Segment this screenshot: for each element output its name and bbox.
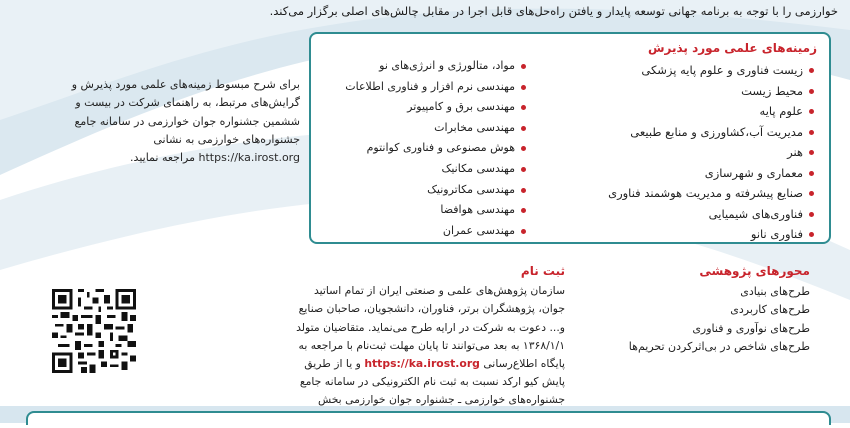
registration-text-end: و یا از طریق پایش کیو ارکد نسبت به ثبت نام الکترونیکی در سامانه جامع جشنواره‌های خوارزمی ـ جشنواره جوان خوارزمی بخش bbox=[299, 357, 565, 407]
field-item: مهندسی برق و کامپیوتر bbox=[307, 97, 527, 118]
field-item: مدیریت آب،کشاورزی و منابع طبیعی bbox=[580, 122, 815, 143]
field-item: معماری و شهرسازی bbox=[580, 163, 815, 184]
field-item: هنر bbox=[580, 142, 815, 163]
field-item: فناوری‌های شیمیایی bbox=[580, 204, 815, 225]
guide-note-text: برای شرح مبسوط زمینه‌های علمی مورد پذیرش و گرایش‌های مرتبط، به راهنمای شرکت در بیست و ششمین جشنواره جوان خوارزمی در سامانه جامع جشنواره‌های خوارزمی به نشانی bbox=[71, 78, 300, 146]
field-item: مهندسی عمران bbox=[307, 221, 527, 242]
field-item: مواد، متالورژی و انرژی‌های نو bbox=[307, 56, 527, 77]
field-item: فناوری نانو bbox=[580, 224, 815, 245]
field-item: زیست فناوری و علوم پایه پزشکی bbox=[580, 60, 815, 81]
field-item: محیط زیست bbox=[580, 81, 815, 102]
field-item: صنایع پیشرفته و مدیریت هوشمند فناوری bbox=[580, 183, 815, 204]
qr-code-icon[interactable] bbox=[52, 289, 136, 373]
scientific-fields-title: زمینه‌های علمی مورد پذیرش bbox=[647, 41, 817, 55]
field-item: علوم پایه bbox=[580, 101, 815, 122]
field-item: مهندسی مخابرات bbox=[307, 118, 527, 139]
intro-text: خوارزمی را با توجه به برنامه جهانی توسعه پایدار و یافتن راه‌حل‌های قابل اجرا در مقابل چالش‌های اصلی برگزار می‌کند. bbox=[269, 4, 838, 18]
field-item: مهندسی هوافضا bbox=[307, 200, 527, 221]
registration-title: ثبت نام bbox=[520, 264, 565, 278]
guide-note-end: مراجعه نمایید. bbox=[130, 151, 195, 165]
scientific-fields-box bbox=[309, 32, 831, 244]
research-item: طرح‌های نوآوری و فناوری bbox=[692, 321, 810, 335]
field-item: مهندسی مکاترونیک bbox=[307, 180, 527, 201]
registration-section bbox=[295, 262, 565, 428]
research-item: طرح‌های بنیادی bbox=[740, 284, 810, 298]
field-item: مهندسی نرم افزار و فناوری اطلاعات bbox=[307, 77, 527, 98]
registration-text: سازمان پژوهش‌های علمی و صنعتی ایران از تمام اساتید جوان، پژوهشگران برتر، فناوران، دانشجویان، صاحبان صنایع و... دعوت به شرکت در ارایه طرح می‌نماید. متقاضیان متولد ۱۳۶۸/۱/۱ به بعد می‌توانند تا پایان مهلت ثبت‌نام با مراجعه به پایگاه اطلاع‌رسانی bbox=[296, 284, 565, 371]
fields-right-list bbox=[580, 60, 815, 245]
registration-link[interactable]: https://ka.irost.org bbox=[364, 357, 480, 371]
research-item: طرح‌های شاخص در بی‌اثرکردن تحریم‌ها bbox=[628, 340, 810, 353]
guide-link[interactable]: https://ka.irost.org bbox=[198, 151, 300, 165]
fields-left-list bbox=[307, 56, 527, 241]
research-axes bbox=[610, 262, 810, 357]
field-item: مهندسی مکانیک bbox=[307, 159, 527, 180]
guide-note bbox=[52, 76, 300, 167]
research-title: محورهای پژوهشی bbox=[699, 264, 810, 278]
field-item: هوش مصنوعی و فناوری کوانتوم bbox=[307, 138, 527, 159]
research-item: طرح‌های کاربردی bbox=[730, 303, 810, 316]
